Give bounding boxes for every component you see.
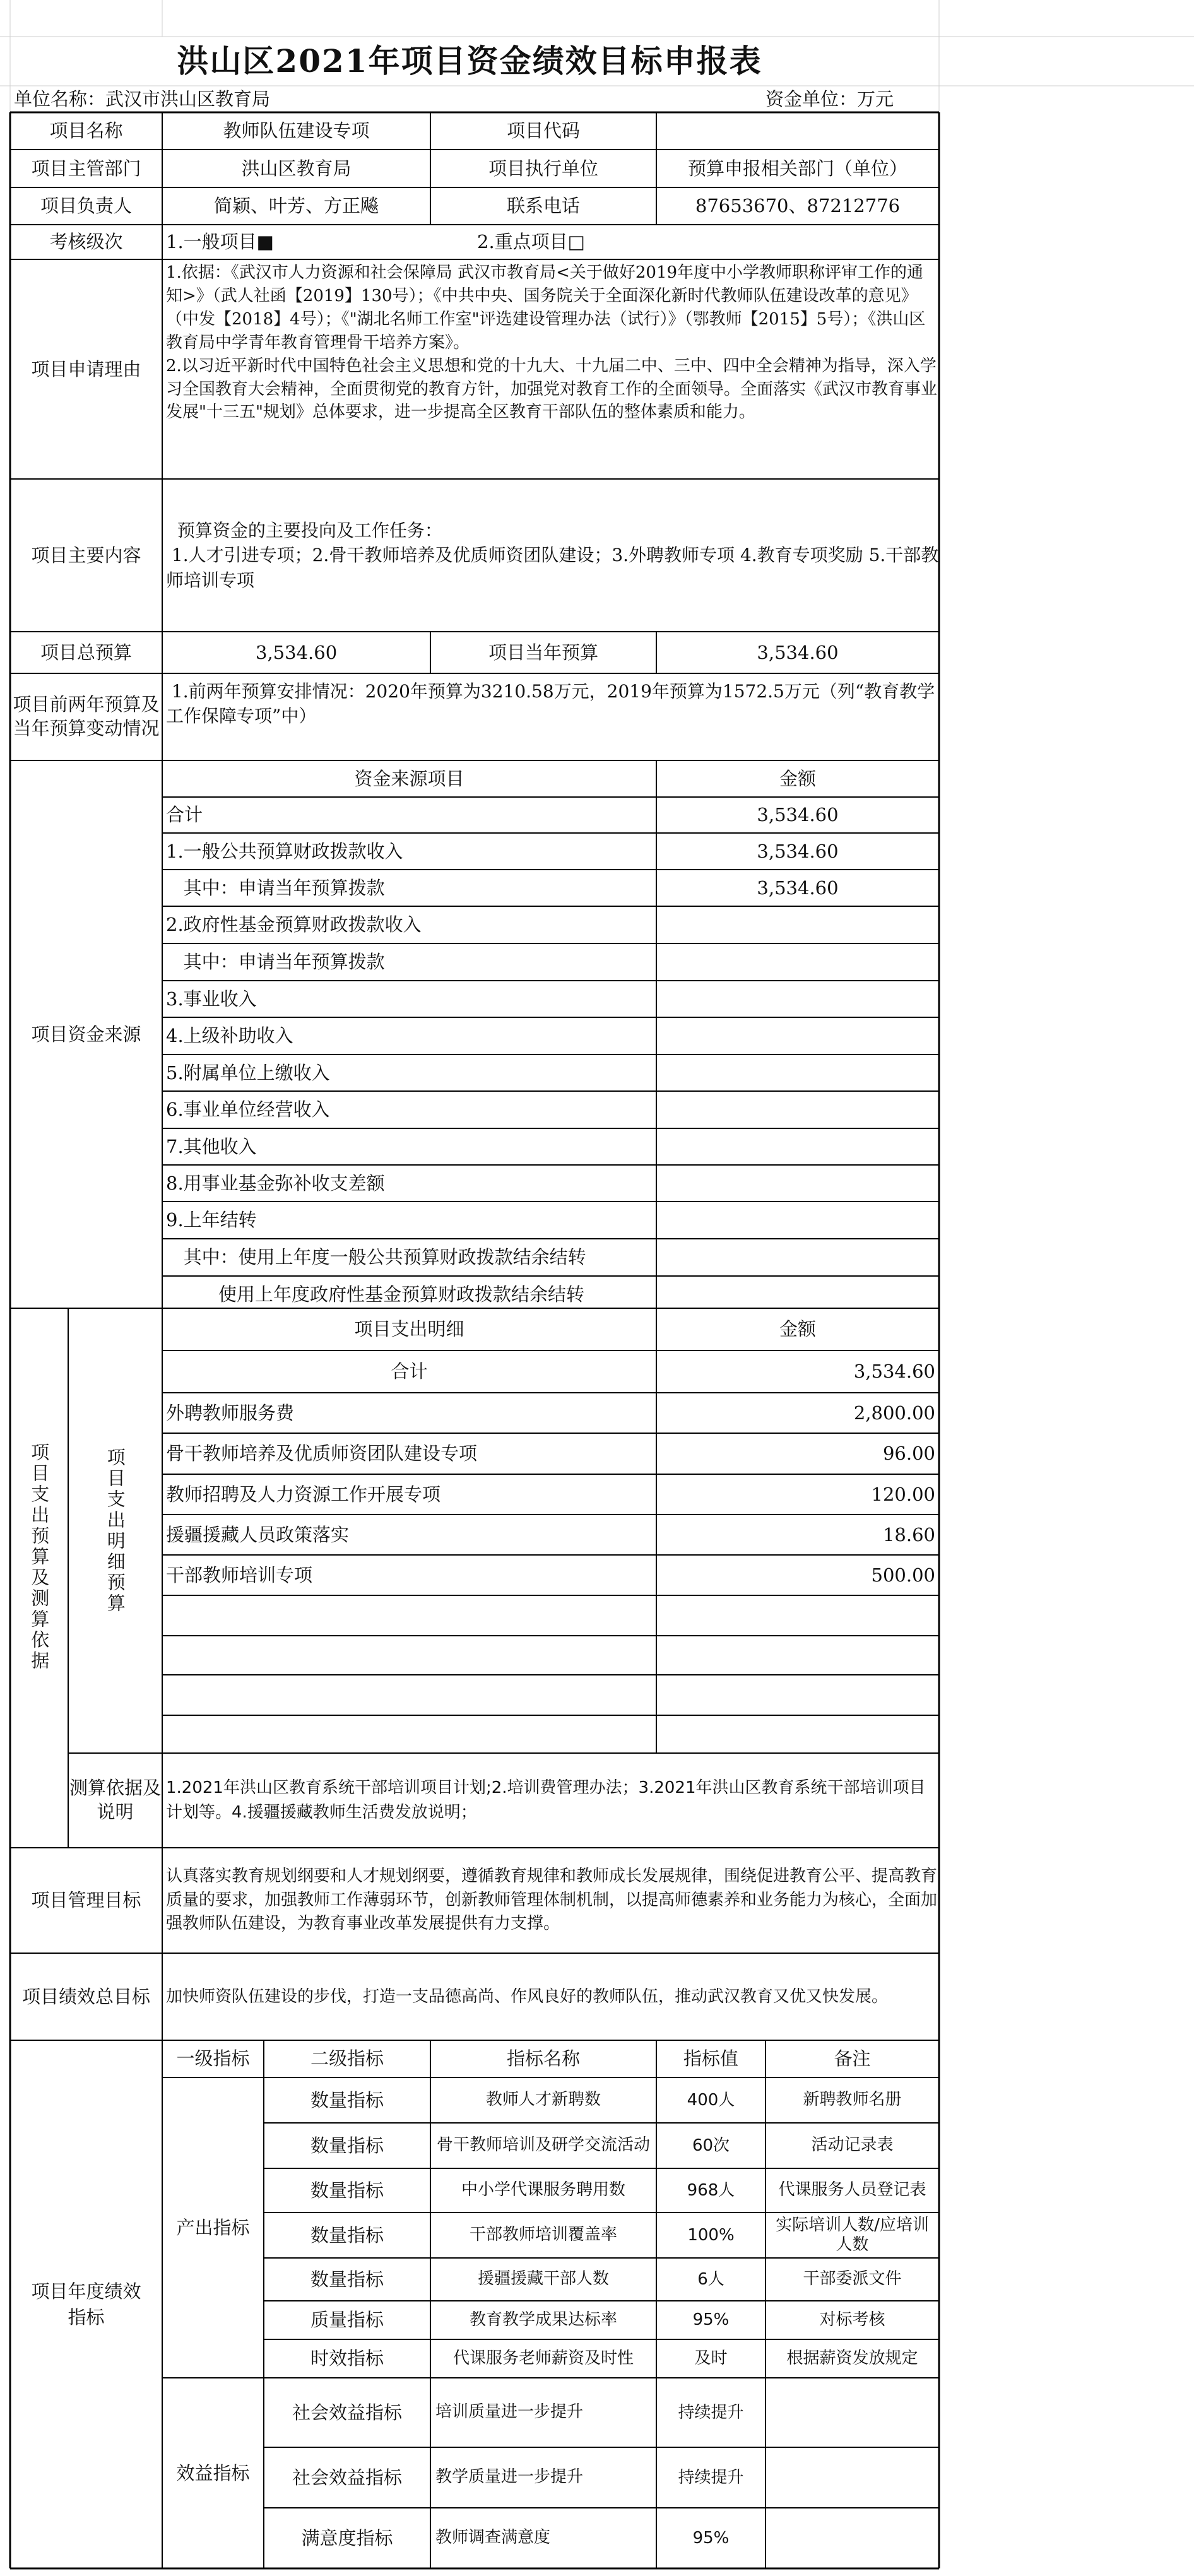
lead-value: 简颖、叶芳、方正飚 — [213, 195, 379, 217]
reason-label: 项目申请理由 — [31, 358, 141, 380]
indicator-header-5: 备注 — [834, 2048, 871, 2070]
exec-unit-label: 项目执行单位 — [488, 157, 598, 179]
expense-amount: 96.00 — [882, 1443, 935, 1465]
expense-item: 合计 — [391, 1361, 428, 1383]
overall-label: 项目绩效总目标 — [21, 1985, 150, 2007]
year-budget-value: 3,534.60 — [757, 641, 839, 663]
funding-source-item: 使用上年度政府性基金预算财政拨款结余结转 — [166, 1283, 584, 1305]
expense-outer-label: 项目支出预算及测算依据 — [28, 1442, 50, 1672]
project-name-label: 项目名称 — [49, 120, 123, 142]
funding-source-amount — [656, 1091, 939, 1128]
funding-source-item: 2.政府性基金预算财政拨款收入 — [166, 914, 422, 936]
funding-source-amount — [656, 1165, 939, 1202]
lead-label: 项目负责人 — [40, 195, 132, 217]
indicator-value: 400人 — [687, 2090, 735, 2110]
expense-amount: 120.00 — [871, 1483, 935, 1505]
level-key: 2.重点项目□ — [477, 231, 586, 253]
funding-source-amount: 3,534.60 — [757, 840, 839, 862]
indicator-level2: 满意度指标 — [301, 2527, 393, 2549]
year-budget-label: 项目当年预算 — [488, 641, 598, 663]
indicator-value: 968人 — [687, 2180, 735, 2200]
expense-item: 援疆援藏人员政策落实 — [166, 1523, 350, 1545]
indicator-note: 新聘教师名册 — [803, 2090, 902, 2110]
indicator-value: 6人 — [697, 2269, 724, 2289]
indicator-header-3: 指标名称 — [506, 2048, 580, 2070]
indicator-value: 95% — [692, 2528, 730, 2548]
prev-budget-label: 项目前两年预算及当年预算变动情况 — [13, 694, 160, 739]
funding-source-item: 7.其他收入 — [166, 1135, 257, 1157]
level-label: 考核级次 — [49, 231, 123, 253]
indicator-name: 教师调查满意度 — [435, 2528, 551, 2548]
indicator-name: 骨干教师培训及研学交流活动 — [436, 2136, 650, 2155]
dept-value: 洪山区教育局 — [241, 157, 352, 179]
funding-source-amount — [656, 981, 939, 1017]
funding-source-item: 5.附属单位上缴收入 — [166, 1061, 330, 1084]
expense-amount — [656, 1715, 939, 1758]
indicator-note — [765, 2447, 939, 2508]
phone-label: 联系电话 — [506, 195, 580, 217]
funding-source-label: 项目资金来源 — [31, 1023, 141, 1045]
dept-label: 项目主管部门 — [31, 157, 141, 179]
funding-source-amount: 3,534.60 — [757, 877, 839, 899]
funding-source-amount — [656, 1276, 939, 1313]
total-budget-value: 3,534.60 — [256, 641, 338, 663]
funding-source-amount — [656, 906, 939, 943]
expense-item — [162, 1636, 656, 1675]
indicator-level2: 数量指标 — [310, 2089, 384, 2111]
funding-source-amount — [656, 1017, 939, 1055]
indicator-level2: 社会效益指标 — [292, 2466, 402, 2488]
expense-inner-label: 项目支出明细预算 — [104, 1447, 126, 1614]
level-general: 1.一般项目■ — [166, 231, 275, 253]
indicator-name: 中小学代课服务聘用数 — [461, 2180, 625, 2200]
indicator-note — [765, 2508, 939, 2568]
funding-source-item: 其中：申请当年预算拨款 — [166, 951, 385, 973]
unit-name: 单位名称：武汉市洪山区教育局 — [14, 88, 271, 110]
project-code-label: 项目代码 — [506, 120, 580, 142]
indicator-note: 干部委派文件 — [803, 2269, 902, 2289]
indicator-note: 活动记录表 — [811, 2136, 894, 2155]
exec-unit-value: 预算申报相关部门（单位） — [687, 157, 907, 179]
indicator-level2: 社会效益指标 — [292, 2401, 402, 2423]
expense-amount — [656, 1595, 939, 1636]
funding-source-amount — [656, 1128, 939, 1165]
funding-source-amount — [656, 1055, 939, 1091]
expense-header-amount: 金额 — [779, 1318, 816, 1340]
phone-value: 87653670、87212776 — [695, 195, 901, 217]
indicator-note: 对标考核 — [819, 2310, 885, 2329]
indicator-name: 援疆援藏干部人数 — [477, 2269, 609, 2289]
reason-text: 1.依据：《武汉市人力资源和社会保障局 武汉市教育局<关于做好2019年度中小学教师职称评审工作的通知>》（武人社函【2019】130号）；《中共中央、国务院关于全面深化新时代教师队伍建设改革的意见》（中发【2018】4号）；《"湖北名师工作室"评选建设管理办法（试行）》（鄂教师【2015】5号）；《洪山区教育局中学青年教育管理骨干培养方案》。 2.以习近平新时代中国特色社会主义思想和党的十九大、十九届二中、三中、四中全会精神为指导，深入学习全国教育大会精神，全面贯彻党的教育方针，加强党对教育工作的全面领导。全面落实《武汉市教育事业发展"十三五"规划》总体要求，进一步提高全区教育干部队伍的整体素质和能力。 — [166, 263, 938, 422]
funding-source-amount — [656, 943, 939, 981]
indicator-header-2: 二级指标 — [310, 2048, 384, 2070]
basis-label: 测算依据及说明 — [69, 1777, 161, 1823]
funding-source-item: 其中：使用上年度一般公共预算财政拨款结余结转 — [166, 1246, 586, 1268]
project-name-value: 教师队伍建设专项 — [223, 120, 370, 142]
funding-source-item: 合计 — [166, 804, 203, 826]
expense-header-item: 项目支出明细 — [354, 1318, 464, 1340]
total-budget-label: 项目总预算 — [40, 641, 132, 663]
currency-unit: 资金单位：万元 — [765, 88, 894, 110]
expense-amount: 18.60 — [882, 1523, 935, 1545]
expense-amount — [656, 1675, 939, 1715]
benefit-indicator-label: 效益指标 — [176, 2462, 250, 2484]
indicator-header-4: 指标值 — [683, 2048, 738, 2070]
indicator-note: 实际培训人数/应培训人数 — [776, 2215, 929, 2254]
indicator-value: 持续提升 — [678, 2467, 744, 2487]
expense-item: 骨干教师培养及优质师资团队建设专项 — [166, 1443, 478, 1465]
indicator-level2: 数量指标 — [310, 2268, 384, 2290]
expense-amount: 500.00 — [871, 1564, 935, 1586]
funding-source-item: 8.用事业基金弥补收支差额 — [166, 1172, 385, 1194]
funding-source-amount — [656, 1202, 939, 1239]
indicator-level2: 数量指标 — [310, 2134, 384, 2156]
funding-source-header-amount: 金额 — [779, 767, 816, 789]
indicator-value: 100% — [687, 2225, 735, 2245]
content-label: 项目主要内容 — [31, 544, 141, 566]
expense-item — [162, 1675, 656, 1715]
indicator-name: 代课服务老师薪资及时性 — [452, 2348, 634, 2368]
indicator-name: 教学质量进一步提升 — [435, 2467, 584, 2487]
indicator-note: 根据薪资发放规定 — [786, 2348, 918, 2368]
indicator-value: 及时 — [694, 2349, 728, 2368]
indicator-note: 代课服务人员登记表 — [778, 2180, 926, 2200]
funding-source-amount — [656, 1239, 939, 1276]
expense-item: 教师招聘及人力资源工作开展专项 — [166, 1483, 441, 1505]
mgmt-label: 项目管理目标 — [31, 1889, 141, 1911]
indicator-value: 持续提升 — [678, 2402, 744, 2422]
expense-amount: 2,800.00 — [853, 1402, 935, 1424]
indicator-header-1: 一级指标 — [176, 2048, 250, 2070]
expense-amount: 3,534.60 — [853, 1361, 935, 1383]
funding-source-item: 4.上级补助收入 — [166, 1025, 293, 1047]
funding-source-header-item: 资金来源项目 — [354, 767, 464, 789]
indicator-name: 培训质量进一步提升 — [435, 2402, 584, 2422]
expense-item: 干部教师培训专项 — [166, 1564, 313, 1586]
funding-source-item: 9.上年结转 — [166, 1209, 257, 1231]
content-text: 预算资金的主要投向及工作任务： 1.人才引进专项；2.骨干教师培养及优质师资团队建设；3.外聘教师专项 4.教育专项奖励 5.干部教师培训专项 — [166, 520, 939, 591]
funding-source-amount: 3,534.60 — [757, 804, 839, 826]
expense-item — [162, 1595, 656, 1636]
indicator-note — [765, 2378, 939, 2447]
indicator-value: 95% — [692, 2310, 730, 2330]
mgmt-text: 认真落实教育规划纲要和人才规划纲要，遵循教育规律和教师成长发展规律，围绕促进教育公平、提高教育质量的要求，加强教师工作薄弱环节，创新教师管理体制机制，以提高师德素养和业务能力为核心，全面加强教师队伍建设，为教育事业改革发展提供有力支撑。 — [166, 1866, 938, 1934]
expense-item: 外聘教师服务费 — [166, 1402, 295, 1424]
basis-text: 1.2021年洪山区教育系统干部培训项目计划;2.培训费管理办法；3.2021年洪山区教育系统干部培训项目计划等。4.援疆援藏教师生活费发放说明； — [166, 1778, 926, 1822]
indicators-label: 项目年度绩效指标 — [31, 2280, 141, 2328]
output-indicator-label: 产出指标 — [176, 2216, 250, 2238]
expense-item — [162, 1715, 656, 1758]
indicator-name: 教育教学成果达标率 — [469, 2310, 617, 2329]
funding-source-item: 6.事业单位经营收入 — [166, 1099, 330, 1121]
expense-amount — [656, 1636, 939, 1675]
project-code-value — [656, 112, 939, 150]
funding-source-item: 其中：申请当年预算拨款 — [166, 877, 385, 899]
indicator-level2: 质量指标 — [310, 2309, 384, 2331]
indicator-name: 干部教师培训覆盖率 — [469, 2225, 617, 2245]
prev-budget-text: 1.前两年预算安排情况：2020年预算为3210.58万元，2019年预算为1572.5万元（列“教育教学工作保障专项”中） — [166, 681, 935, 727]
form-title: 洪山区2021年项目资金绩效目标申报表 — [177, 42, 762, 80]
indicator-level2: 数量指标 — [310, 2179, 384, 2201]
indicator-value: 60次 — [692, 2136, 730, 2155]
indicator-name: 教师人才新聘数 — [485, 2090, 601, 2110]
overall-text: 加快师资队伍建设的步伐，打造一支品德高尚、作风良好的教师队伍，推动武汉教育又优又快发展。 — [166, 1987, 889, 2006]
funding-source-item: 1.一般公共预算财政拨款收入 — [166, 840, 403, 862]
indicator-level2: 数量指标 — [310, 2224, 384, 2246]
funding-source-item: 3.事业收入 — [166, 988, 257, 1010]
indicator-level2: 时效指标 — [310, 2348, 384, 2370]
